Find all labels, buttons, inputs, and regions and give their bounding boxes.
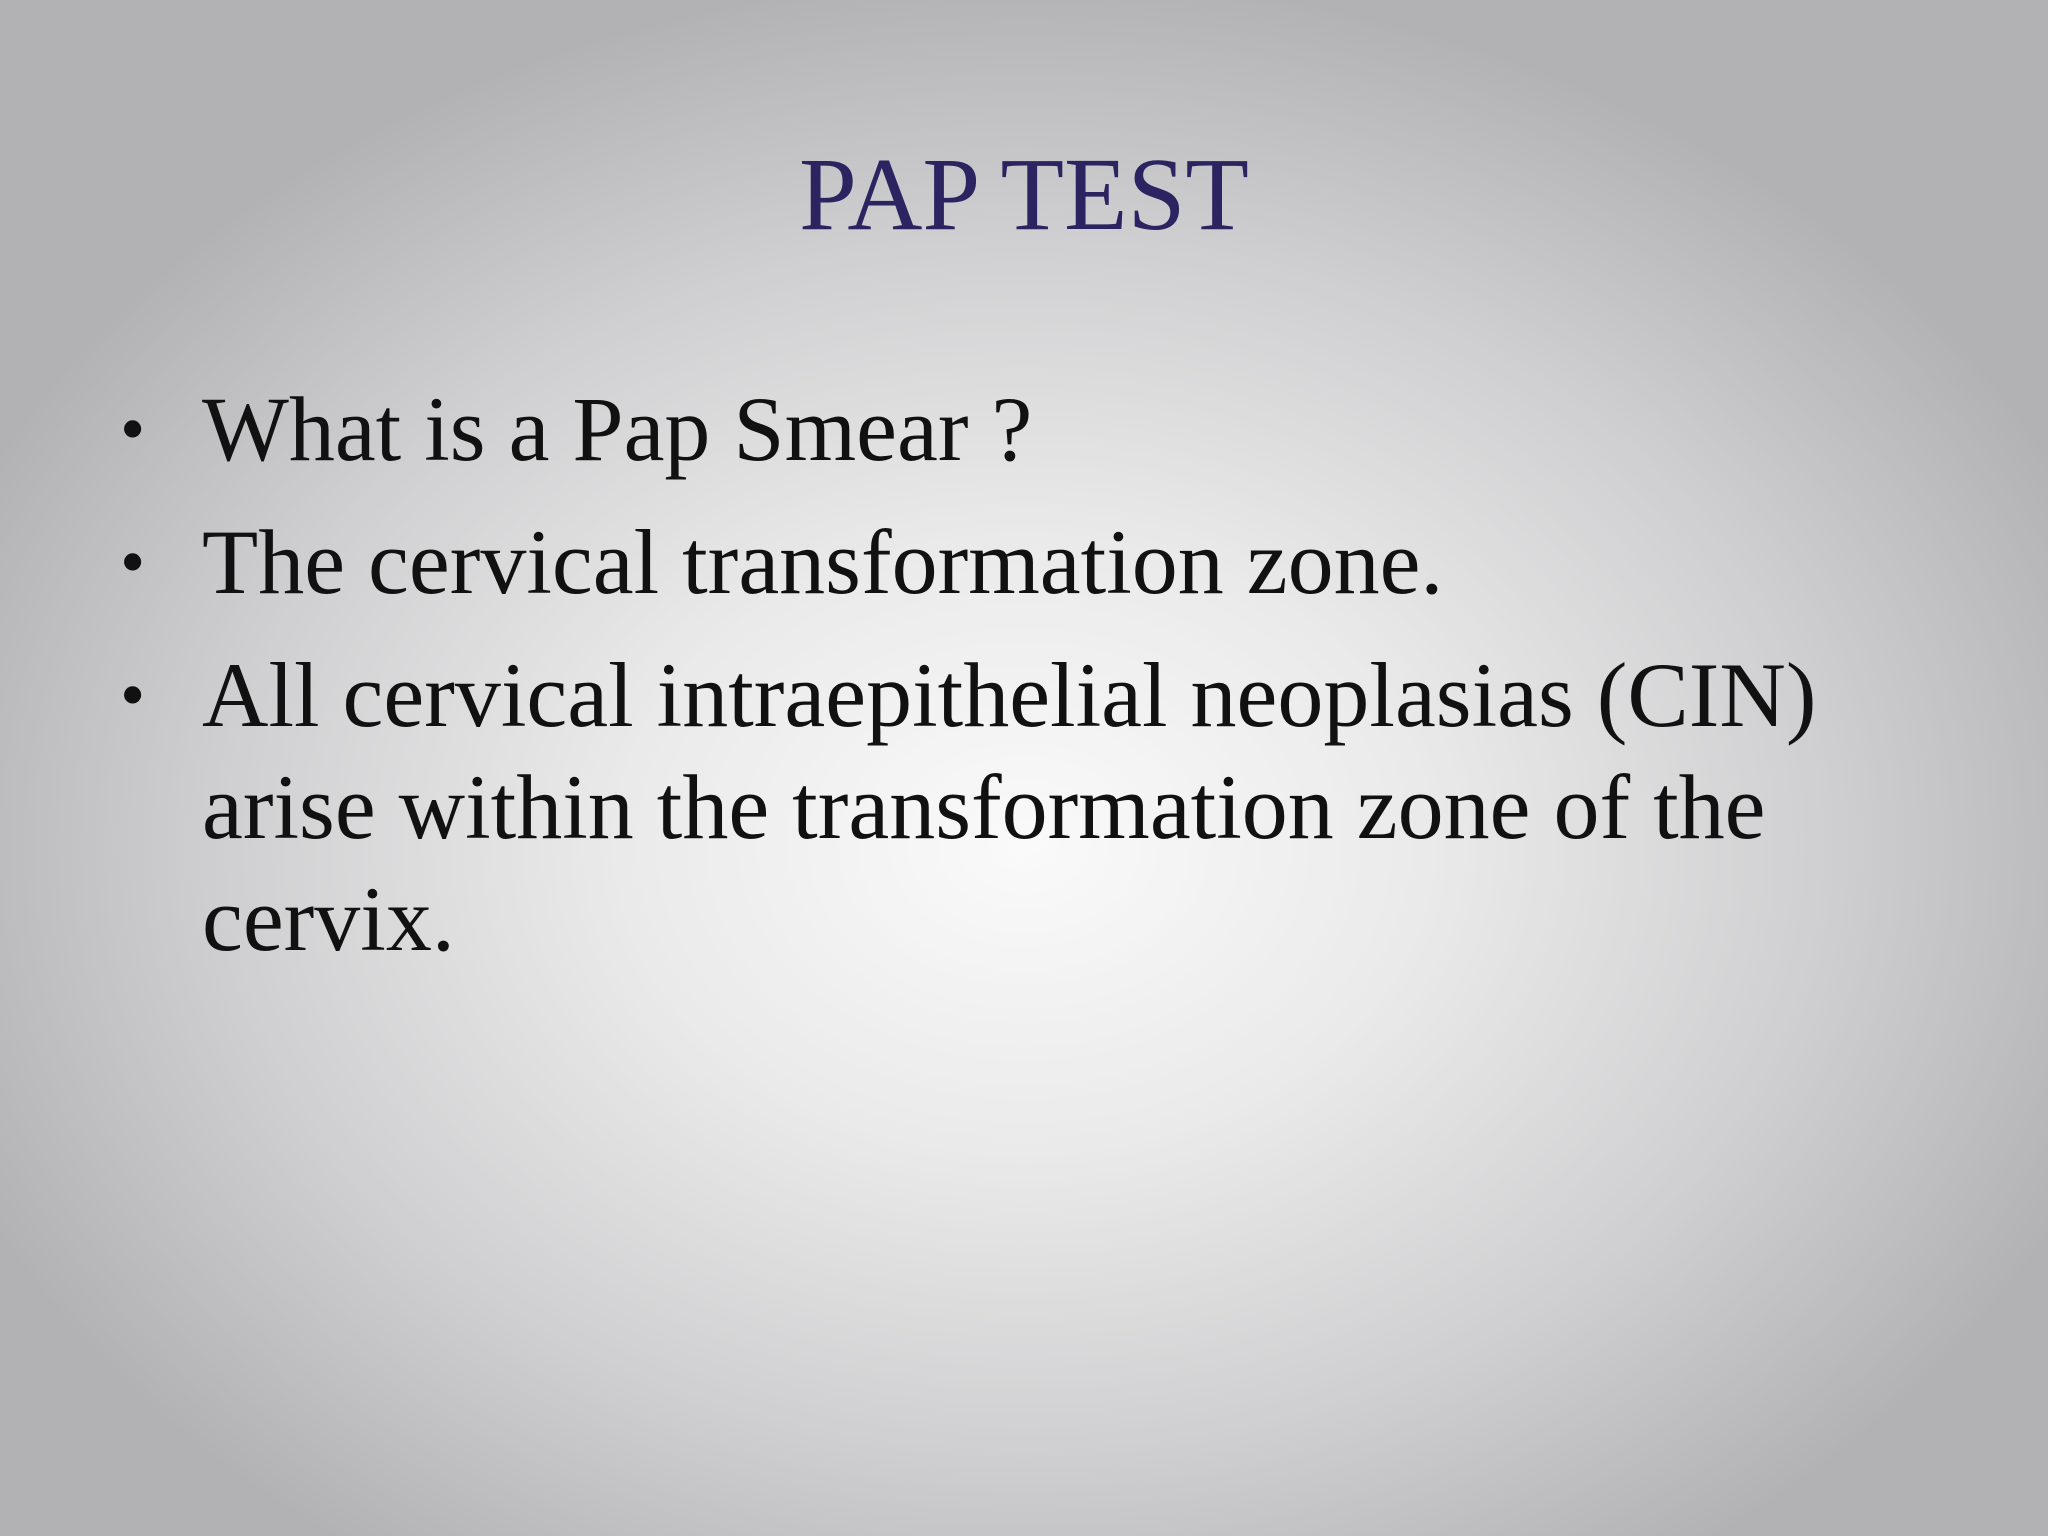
bullet-list: [120, 373, 1820, 996]
bullet-item-transformation-zone: [120, 506, 1820, 618]
bullet-item-pap-smear: [120, 373, 1820, 485]
slide-title: PAP TEST: [799, 137, 1249, 252]
bullet-icon: •: [120, 389, 146, 469]
bullet-item-cin: [120, 639, 1820, 975]
bullet-text: All cervical intraepithelial neoplasias (CIN) arise within the transformation zone of the cervix.: [202, 644, 1817, 970]
bullet-text: The cervical transformation zone.: [202, 511, 1444, 613]
bullet-icon: •: [120, 522, 146, 602]
bullet-icon: •: [120, 655, 146, 735]
bullet-text: What is a Pap Smear ?: [202, 378, 1033, 480]
